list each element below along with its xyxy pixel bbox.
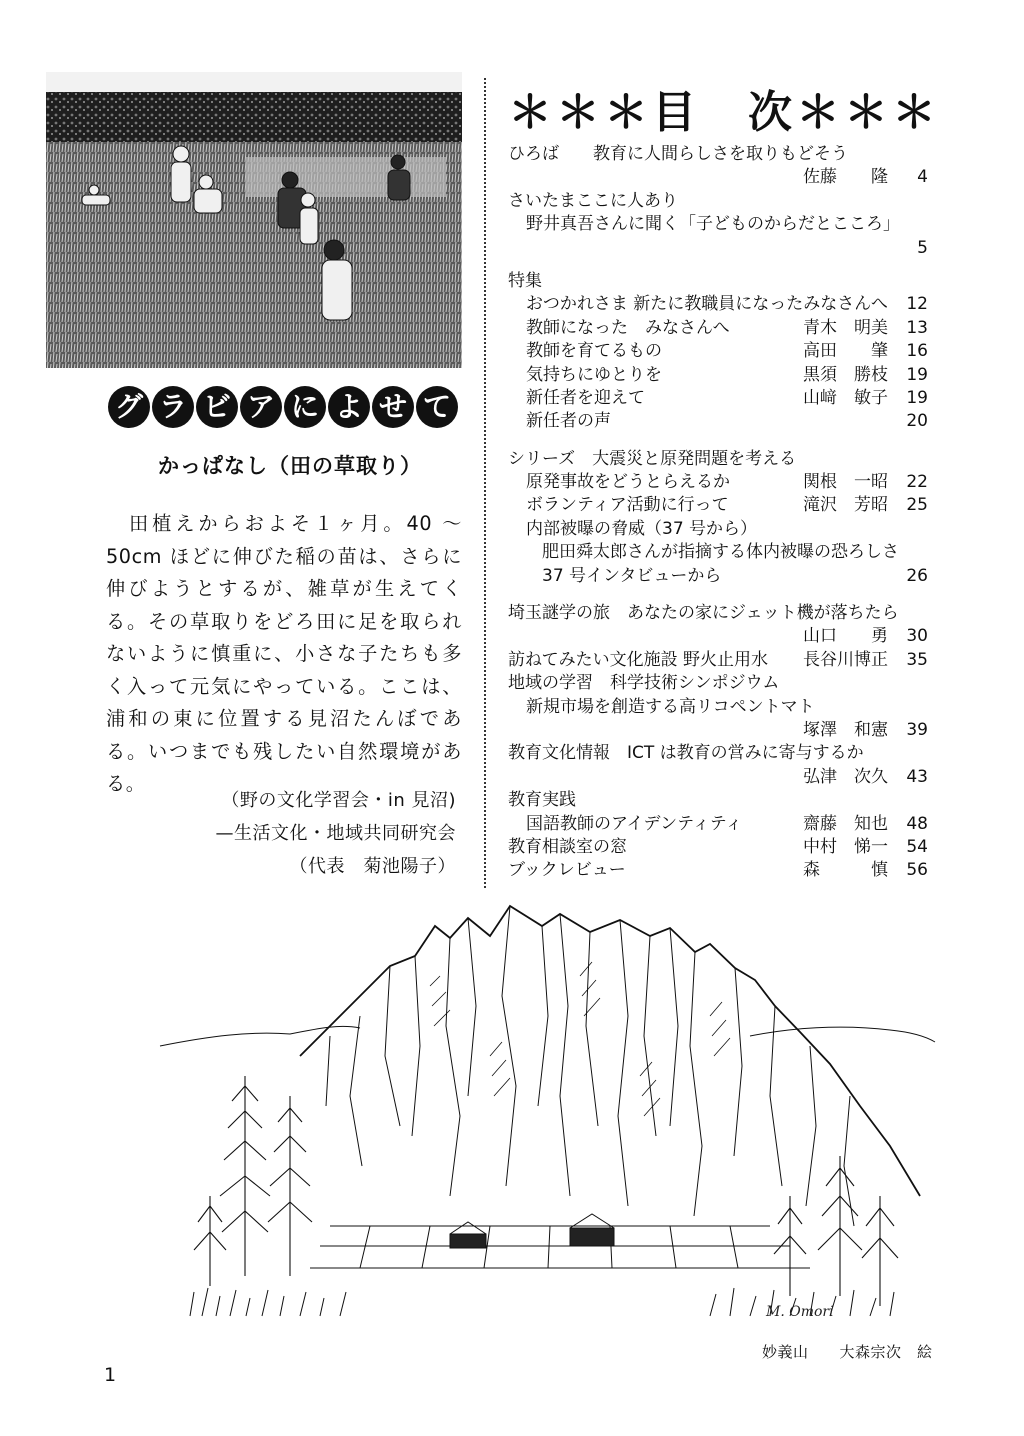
toc-section-title: 教育実践 bbox=[508, 790, 576, 811]
toc-entry-title: 教師になった みなさんへ bbox=[526, 317, 730, 338]
toc-entry-title: 訪ねてみたい文化施設 野火止用水 bbox=[508, 649, 768, 670]
toc-entry-title: 気持ちにゆとりを bbox=[526, 364, 662, 385]
toc-entry-author: 塚澤 和憲 bbox=[803, 719, 888, 740]
toc-entry[interactable] bbox=[508, 317, 928, 340]
toc-entry[interactable] bbox=[508, 143, 928, 166]
toc-entry-author: 滝沢 芳昭 bbox=[803, 495, 888, 516]
toc-entry[interactable] bbox=[508, 213, 928, 236]
gravure-heading bbox=[108, 386, 466, 432]
column-divider bbox=[484, 78, 486, 888]
toc-entry-author: 齋藤 知也 bbox=[803, 813, 888, 834]
toc-entry-title: 埼玉謎学の旅 あなたの家にジェット機が落ちたら bbox=[508, 603, 899, 624]
toc-entry-page: 4 bbox=[917, 167, 928, 188]
toc-section-title: シリーズ 大震災と原発問題を考える bbox=[508, 448, 797, 469]
toc-entry-title: 37 号インタビューから bbox=[542, 565, 722, 586]
toc-section-title: さいたまここに人あり bbox=[508, 190, 678, 211]
toc-entry-page: 20 bbox=[906, 411, 928, 432]
toc-entry-author: 中村 悌一 bbox=[803, 836, 888, 857]
toc-entry-title: 肥田舜太郎さんが指摘する体内被曝の恐ろしさ bbox=[542, 542, 899, 563]
toc-entry-page: 35 bbox=[906, 649, 928, 670]
gravure-char: グ bbox=[108, 386, 150, 428]
toc-entry-title: 国語教師のアイデンティティ bbox=[526, 813, 743, 834]
toc-entry[interactable] bbox=[508, 649, 928, 672]
toc-entry[interactable] bbox=[508, 836, 928, 859]
toc-entry[interactable] bbox=[508, 410, 928, 433]
toc-entry-page: 43 bbox=[906, 766, 928, 787]
toc-entry-title: 新任者を迎えて bbox=[526, 387, 645, 408]
caption-credit-org: —生活文化・地域共同研究会 bbox=[215, 823, 456, 844]
gravure-char: ア bbox=[240, 386, 282, 428]
toc-entry-title: ひろば 教育に人間らしさを取りもどそう bbox=[508, 144, 848, 164]
toc-entry-page: 19 bbox=[906, 387, 928, 408]
toc-entry[interactable] bbox=[508, 742, 928, 765]
toc-entry[interactable] bbox=[508, 387, 928, 410]
toc-title-stars-left: ＊＊＊ bbox=[508, 87, 652, 138]
toc-entry-page: 26 bbox=[906, 565, 928, 586]
toc-entry-page: 19 bbox=[906, 364, 928, 385]
toc-entry-title: ブックレビュー bbox=[508, 860, 626, 881]
toc-entry-author: 山﨑 敏子 bbox=[803, 387, 888, 408]
toc-entry-title: 内部被曝の脅威（37 号から） bbox=[526, 518, 758, 539]
toc-entry-title: ボランティア活動に行って bbox=[526, 495, 729, 516]
toc-entry-page: 16 bbox=[906, 341, 928, 362]
toc-entry-author: 高田 肇 bbox=[803, 341, 888, 362]
toc-entry[interactable] bbox=[508, 471, 928, 494]
toc-entry[interactable] bbox=[508, 293, 928, 316]
toc-entry-title: 新任者の声 bbox=[526, 411, 611, 432]
gravure-char: に bbox=[284, 386, 326, 428]
toc-entry-meta bbox=[508, 166, 928, 189]
toc-entry-author: 山口 勇 bbox=[803, 626, 888, 647]
toc-section bbox=[508, 448, 928, 471]
toc-entry-title: 教育文化情報 ICT は教育の営みに寄与するか bbox=[508, 743, 864, 764]
rice-field-image bbox=[46, 72, 462, 368]
toc-entry-title: 野井真吾さんに聞く「子どものからだとこころ」 bbox=[526, 214, 900, 235]
gravure-char: て bbox=[416, 386, 458, 428]
toc-entry-page: 12 bbox=[906, 294, 928, 315]
toc-entry[interactable] bbox=[508, 541, 928, 564]
toc-entry-page: 54 bbox=[906, 836, 928, 857]
caption-credit-group: （野の文化学習会・in 見沼) bbox=[221, 790, 456, 811]
toc-title-main: 目 次 bbox=[652, 87, 796, 138]
toc-entry-page: 48 bbox=[906, 813, 928, 834]
toc-entry-page: 39 bbox=[906, 719, 928, 740]
toc-entry-author: 佐藤 隆 bbox=[803, 167, 888, 188]
toc-entry-title: 教育相談室の窓 bbox=[508, 836, 627, 857]
toc-entry[interactable] bbox=[508, 565, 928, 588]
toc-entry[interactable] bbox=[508, 494, 928, 517]
toc-entry-page: 56 bbox=[906, 860, 928, 881]
gravure-char: せ bbox=[372, 386, 414, 428]
toc-entry-title: 原発事故をどうとらえるか bbox=[526, 472, 730, 493]
toc-entry[interactable] bbox=[508, 859, 928, 882]
toc-entry-author: 弘津 次久 bbox=[803, 766, 888, 787]
toc-entry-author: 長谷川博正 bbox=[803, 649, 888, 670]
gravure-char: ラ bbox=[152, 386, 194, 428]
toc-entry-page: 5 bbox=[917, 237, 928, 258]
toc-section bbox=[508, 190, 928, 213]
toc-entry-title: 教師を育てるもの bbox=[526, 341, 662, 362]
toc-entry-author: 関根 一昭 bbox=[803, 472, 888, 493]
toc-entry-author: 森 慎 bbox=[803, 860, 888, 881]
toc-title bbox=[508, 76, 940, 138]
toc-entry-title: おつかれさま 新たに教職員になったみなさんへ bbox=[526, 294, 888, 315]
toc-entry-meta bbox=[508, 625, 928, 648]
toc-entry[interactable] bbox=[508, 364, 928, 387]
gravure-char: よ bbox=[328, 386, 370, 428]
toc-entry-title: 新規市場を創造する高リコペントマト bbox=[526, 696, 815, 717]
toc-entry-page: 25 bbox=[906, 495, 928, 516]
caption-title: かっぱなし（田の草取り） bbox=[158, 454, 422, 478]
toc-title-stars-right: ＊＊＊ bbox=[796, 87, 940, 138]
toc-entry[interactable] bbox=[508, 518, 928, 541]
illustration-credit: 妙義山 大森宗次 絵 bbox=[762, 1343, 933, 1361]
table-of-contents bbox=[508, 143, 928, 883]
toc-entry[interactable] bbox=[508, 340, 928, 363]
artist-signature: M. Omori bbox=[766, 1304, 834, 1320]
caption-body: 田植えからおよそ１ヶ月。40 〜 50cm ほどに伸びた稲の苗は、さらに伸びようとするが、雑草が生えてくる。その草取りをどろ田に足を取られないように慎重に、小さな子たちも多く入って元気にやっている。ここは、浦和の東に位置する見沼たんぼである。いつまでも残したい自然環境がある。 bbox=[106, 512, 462, 795]
toc-entry[interactable] bbox=[508, 696, 928, 719]
toc-entry-page: 13 bbox=[906, 317, 928, 338]
toc-entry-meta bbox=[508, 766, 928, 789]
toc-section bbox=[508, 270, 928, 293]
toc-entry-meta bbox=[508, 719, 928, 742]
toc-entry-page: 30 bbox=[906, 626, 928, 647]
toc-section bbox=[508, 789, 928, 812]
toc-section-title: 特集 bbox=[508, 270, 542, 291]
toc-entry[interactable] bbox=[508, 813, 928, 836]
toc-entry-author: 黒須 勝枝 bbox=[803, 364, 888, 385]
gravure-char: ビ bbox=[196, 386, 238, 428]
toc-entry-page: 22 bbox=[906, 472, 928, 493]
page-number: 1 bbox=[104, 1364, 117, 1386]
mountain-line-drawing bbox=[150, 896, 940, 1332]
toc-entry-meta bbox=[508, 237, 928, 260]
caption-credit-rep: （代表 菊池陽子） bbox=[289, 856, 456, 877]
toc-section bbox=[508, 672, 928, 695]
toc-entry[interactable] bbox=[508, 602, 928, 625]
rice-field-photo bbox=[46, 72, 462, 368]
toc-section-title: 地域の学習 科学技術シンポジウム bbox=[508, 673, 780, 694]
toc-entry-author: 青木 明美 bbox=[803, 317, 888, 338]
myogi-mountain-illustration bbox=[150, 896, 940, 1332]
